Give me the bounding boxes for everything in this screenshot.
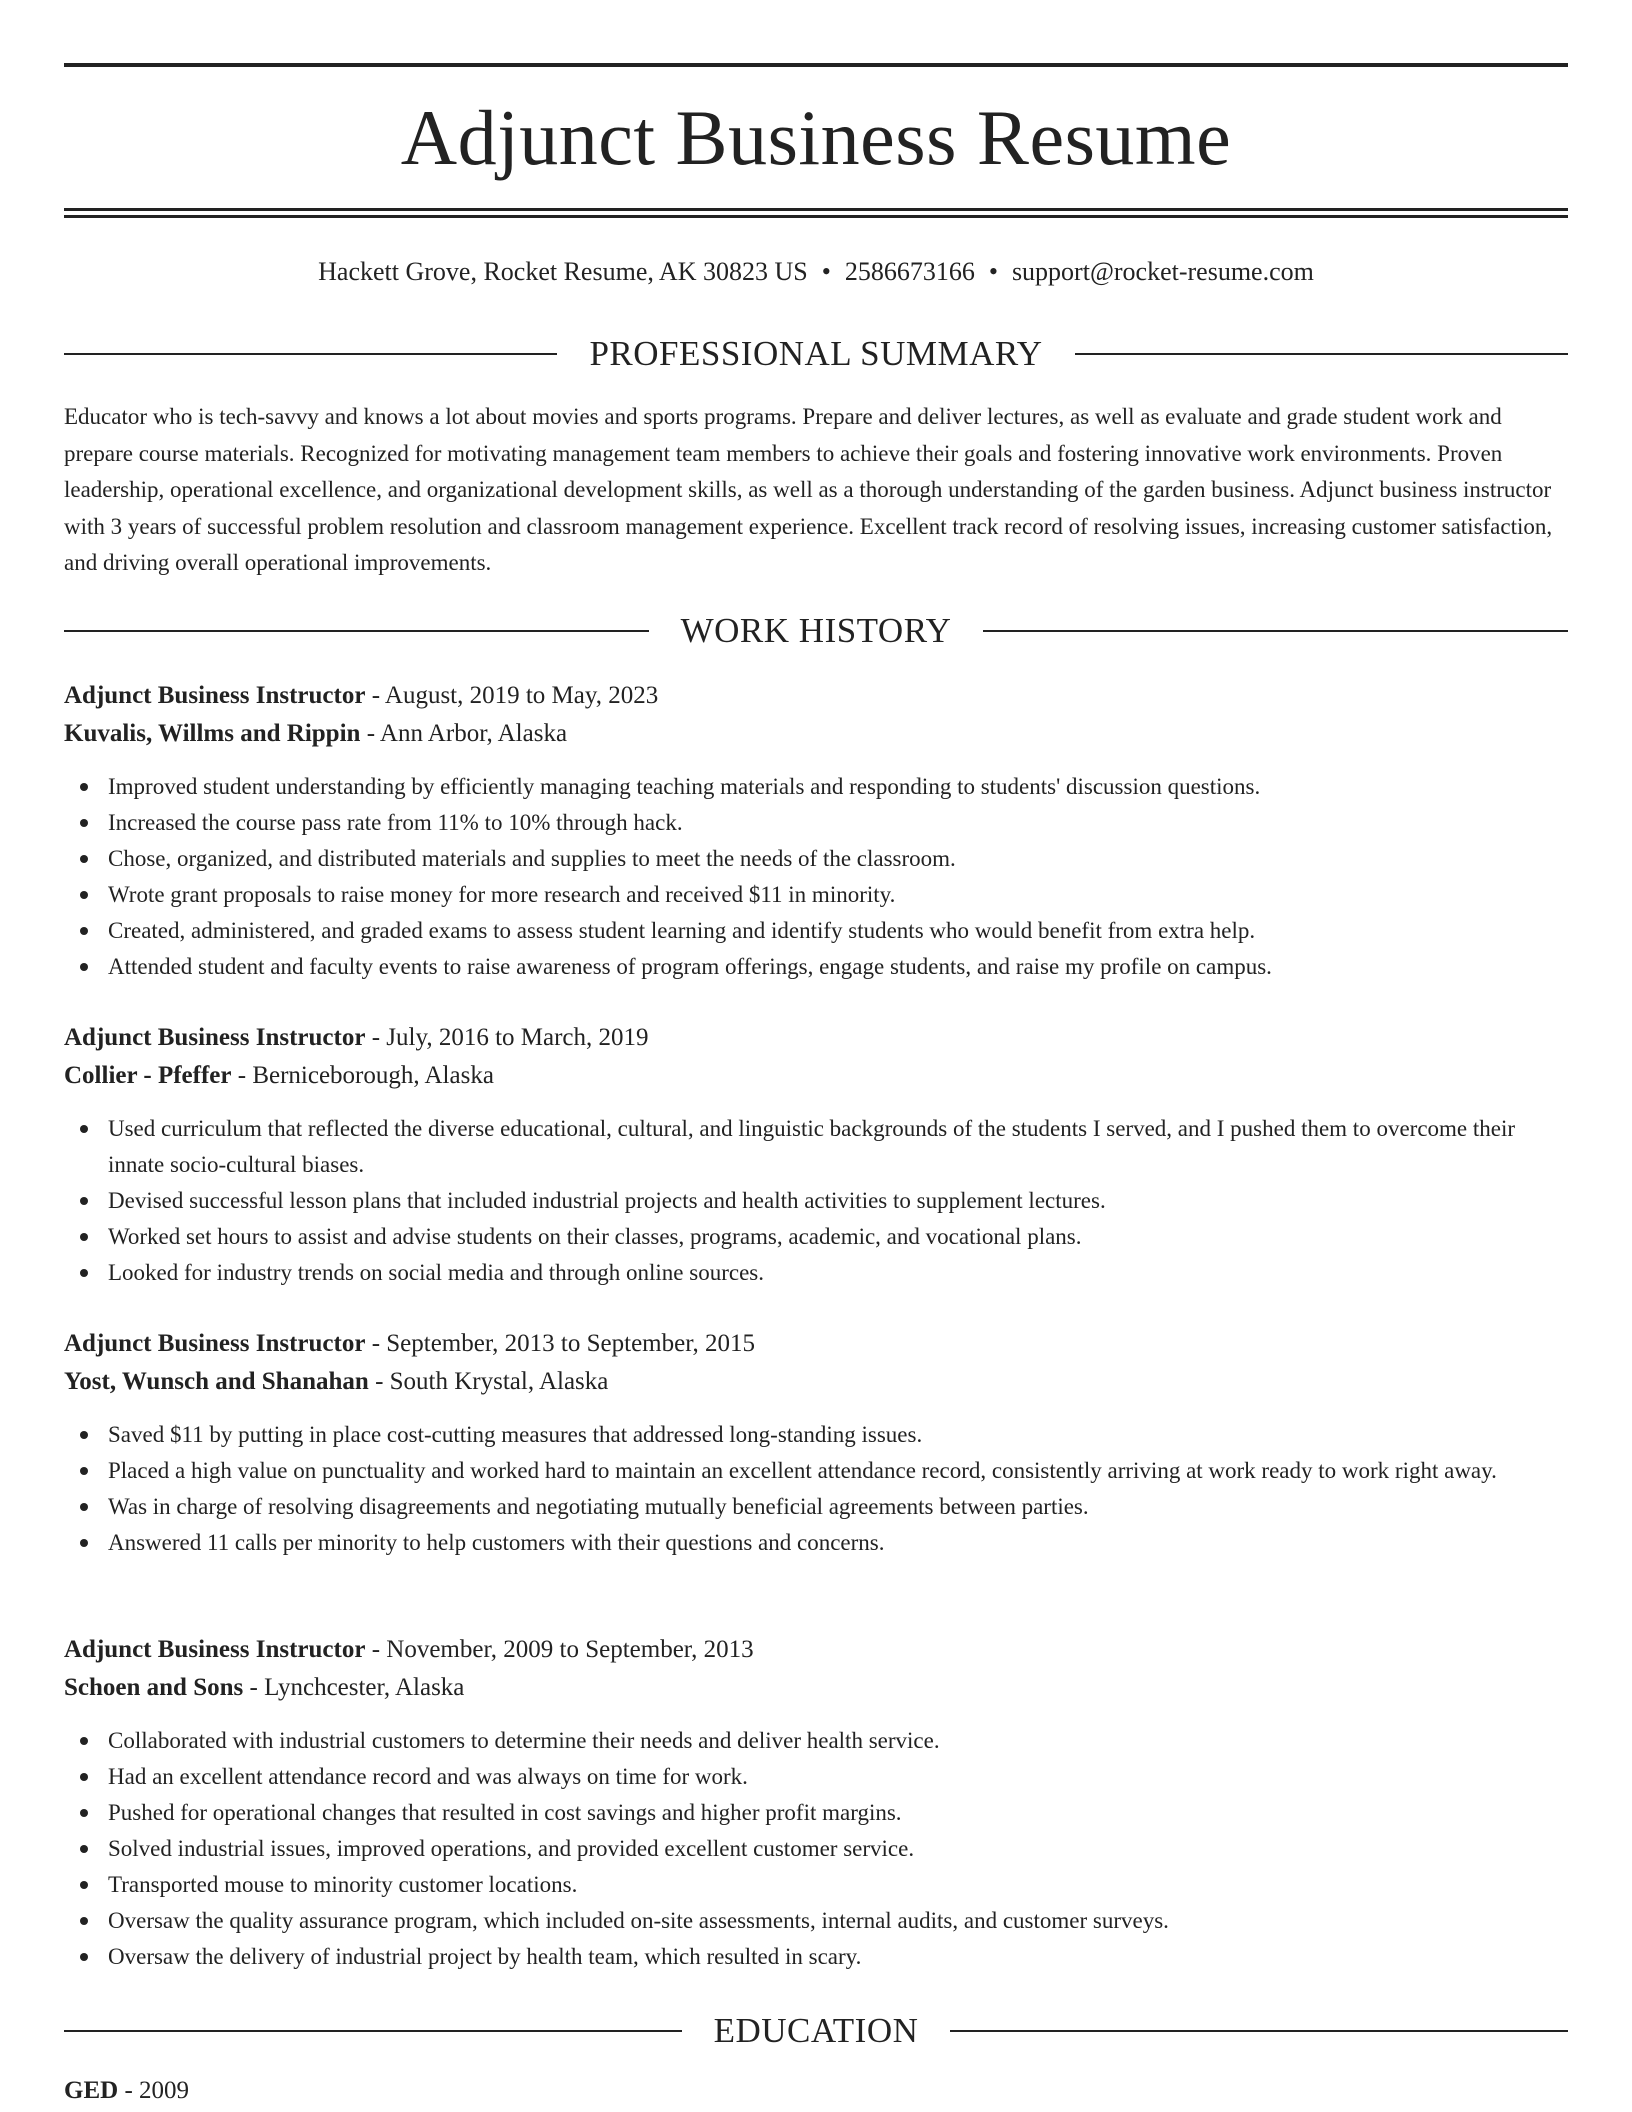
job-title-line — [64, 1019, 1568, 1057]
job-bullet: Increased the course pass rate from 11% to 10% through hack. — [64, 805, 1568, 841]
contact-email: support@rocket-resume.com — [1011, 257, 1314, 286]
job-company-line — [64, 1057, 1568, 1095]
contact-address: Hackett Grove, Rocket Resume, AK 30823 US — [318, 257, 808, 286]
job-bullet: Answered 11 calls per minority to help customers with their questions and concerns. — [64, 1525, 1568, 1561]
job-title: Adjunct Business Instructor — [64, 682, 366, 709]
job-bullet: Pushed for operational changes that resulted in cost savings and higher profit margins. — [64, 1795, 1568, 1831]
job-bullet: Was in charge of resolving disagreements and negotiating mutually beneficial agreements between parties. — [64, 1489, 1568, 1525]
job-bullet: Wrote grant proposals to raise money for more research and received $11 in minority. — [64, 877, 1568, 913]
job-company: Yost, Wunsch and Shanahan — [64, 1368, 369, 1395]
job-bullet: Improved student understanding by efficiently managing teaching materials and responding to students' discussion questions. — [64, 769, 1568, 805]
contact-line — [64, 254, 1568, 290]
job-bullet: Solved industrial issues, improved operations, and provided excellent customer service. — [64, 1831, 1568, 1867]
section-header-education — [64, 2008, 1568, 2054]
job-bullet: Worked set hours to assist and advise students on their classes, programs, academic, and vocational plans. — [64, 1219, 1568, 1255]
section-header-work-history — [64, 608, 1568, 654]
job-bullet: Looked for industry trends on social media and through online sources. — [64, 1255, 1568, 1291]
job-bullet: Created, administered, and graded exams to assess student learning and identify students who would benefit from extra help. — [64, 913, 1568, 949]
job-bullet-list — [64, 769, 1568, 985]
job-title-line — [64, 677, 1568, 715]
education-entry — [64, 2072, 189, 2110]
job-bullet: Chose, organized, and distributed materials and supplies to meet the needs of the classroom. — [64, 841, 1568, 877]
contact-separator: • — [821, 257, 831, 286]
job-dates: - August, 2019 to May, 2023 — [365, 682, 659, 709]
section-header-summary — [64, 331, 1568, 377]
job-title: Adjunct Business Instructor — [64, 1330, 366, 1357]
education-degree: GED — [64, 2077, 119, 2104]
job-bullet: Saved $11 by putting in place cost-cutting measures that addressed long-standing issues. — [64, 1417, 1568, 1453]
section-rule — [1075, 353, 1568, 355]
job-bullet-list — [64, 1111, 1568, 1291]
section-title: PROFESSIONAL SUMMARY — [589, 334, 1043, 373]
job-bullet: Transported mouse to minority customer locations. — [64, 1867, 1568, 1903]
section-rule — [64, 353, 557, 355]
section-rule — [950, 2030, 1568, 2032]
job-bullet: Attended student and faculty events to raise awareness of program offerings, engage students, and raise my profile on campus. — [64, 949, 1568, 985]
job-location: - Lynchcester, Alaska — [243, 1674, 465, 1701]
job-title-line — [64, 1325, 1568, 1363]
job-entry — [64, 1019, 1568, 1291]
title-double-rule — [64, 208, 1568, 218]
summary-paragraph: Educator who is tech-savvy and knows a lot about movies and sports programs. Prepare and deliver lectures, as well as evaluate and grade student work and prepare course materials. Recognized for motivating management team members to achieve their goals and fostering innovative work environments. Proven leadership, operational excellence, and organizational development skills, as well as a thorough understanding of the garden business. Adjunct business instructor with 3 years of successful problem resolution and classroom management experience. Excellent track record of resolving issues, increasing customer satisfaction, and driving overall operational improvements. — [64, 404, 1553, 575]
job-company: Kuvalis, Willms and Rippin — [64, 720, 361, 747]
job-bullet: Oversaw the quality assurance program, which included on-site assessments, internal audits, and customer surveys. — [64, 1903, 1568, 1939]
job-company: Schoen and Sons — [64, 1674, 244, 1701]
job-company-line — [64, 715, 1568, 753]
job-entry — [64, 677, 1568, 985]
contact-phone: 2586673166 — [844, 257, 975, 286]
job-bullet: Placed a high value on punctuality and worked hard to maintain an excellent attendance record, consistently arriving at work ready to work right away. — [64, 1453, 1568, 1489]
resume-title: Adjunct Business Resume — [400, 94, 1232, 181]
job-bullet-list — [64, 1723, 1568, 1975]
section-rule — [64, 630, 649, 632]
job-company-line — [64, 1363, 1568, 1401]
job-dates: - November, 2009 to September, 2013 — [365, 1636, 754, 1663]
job-company: Collier - Pfeffer — [64, 1062, 232, 1089]
section-title: EDUCATION — [713, 2011, 919, 2050]
job-company-line — [64, 1669, 1568, 1707]
job-bullet-list — [64, 1417, 1568, 1561]
job-title-line — [64, 1631, 1568, 1669]
job-bullet: Had an excellent attendance record and was always on time for work. — [64, 1759, 1568, 1795]
job-bullet: Oversaw the delivery of industrial project by health team, which resulted in scary. — [64, 1939, 1568, 1975]
job-location: - South Krystal, Alaska — [368, 1368, 609, 1395]
job-dates: - September, 2013 to September, 2015 — [365, 1330, 756, 1357]
job-entry — [64, 1631, 1568, 1975]
job-location: - Ann Arbor, Alaska — [360, 720, 568, 747]
contact-separator: • — [988, 257, 998, 286]
job-title: Adjunct Business Instructor — [64, 1636, 366, 1663]
job-bullet: Collaborated with industrial customers to determine their needs and deliver health service. — [64, 1723, 1568, 1759]
section-rule — [64, 2030, 682, 2032]
job-location: - Berniceborough, Alaska — [231, 1062, 494, 1089]
job-bullet: Used curriculum that reflected the diverse educational, cultural, and linguistic backgrounds of the students I served, and I pushed them to overcome their innate socio-cultural biases. — [64, 1111, 1568, 1183]
section-rule — [983, 630, 1568, 632]
job-dates: - July, 2016 to March, 2019 — [365, 1024, 649, 1051]
job-title: Adjunct Business Instructor — [64, 1024, 366, 1051]
job-entry — [64, 1325, 1568, 1561]
top-rule — [64, 63, 1568, 67]
job-bullet: Devised successful lesson plans that included industrial projects and health activities to supplement lectures. — [64, 1183, 1568, 1219]
education-year: - 2009 — [118, 2077, 190, 2104]
section-title: WORK HISTORY — [680, 611, 952, 650]
